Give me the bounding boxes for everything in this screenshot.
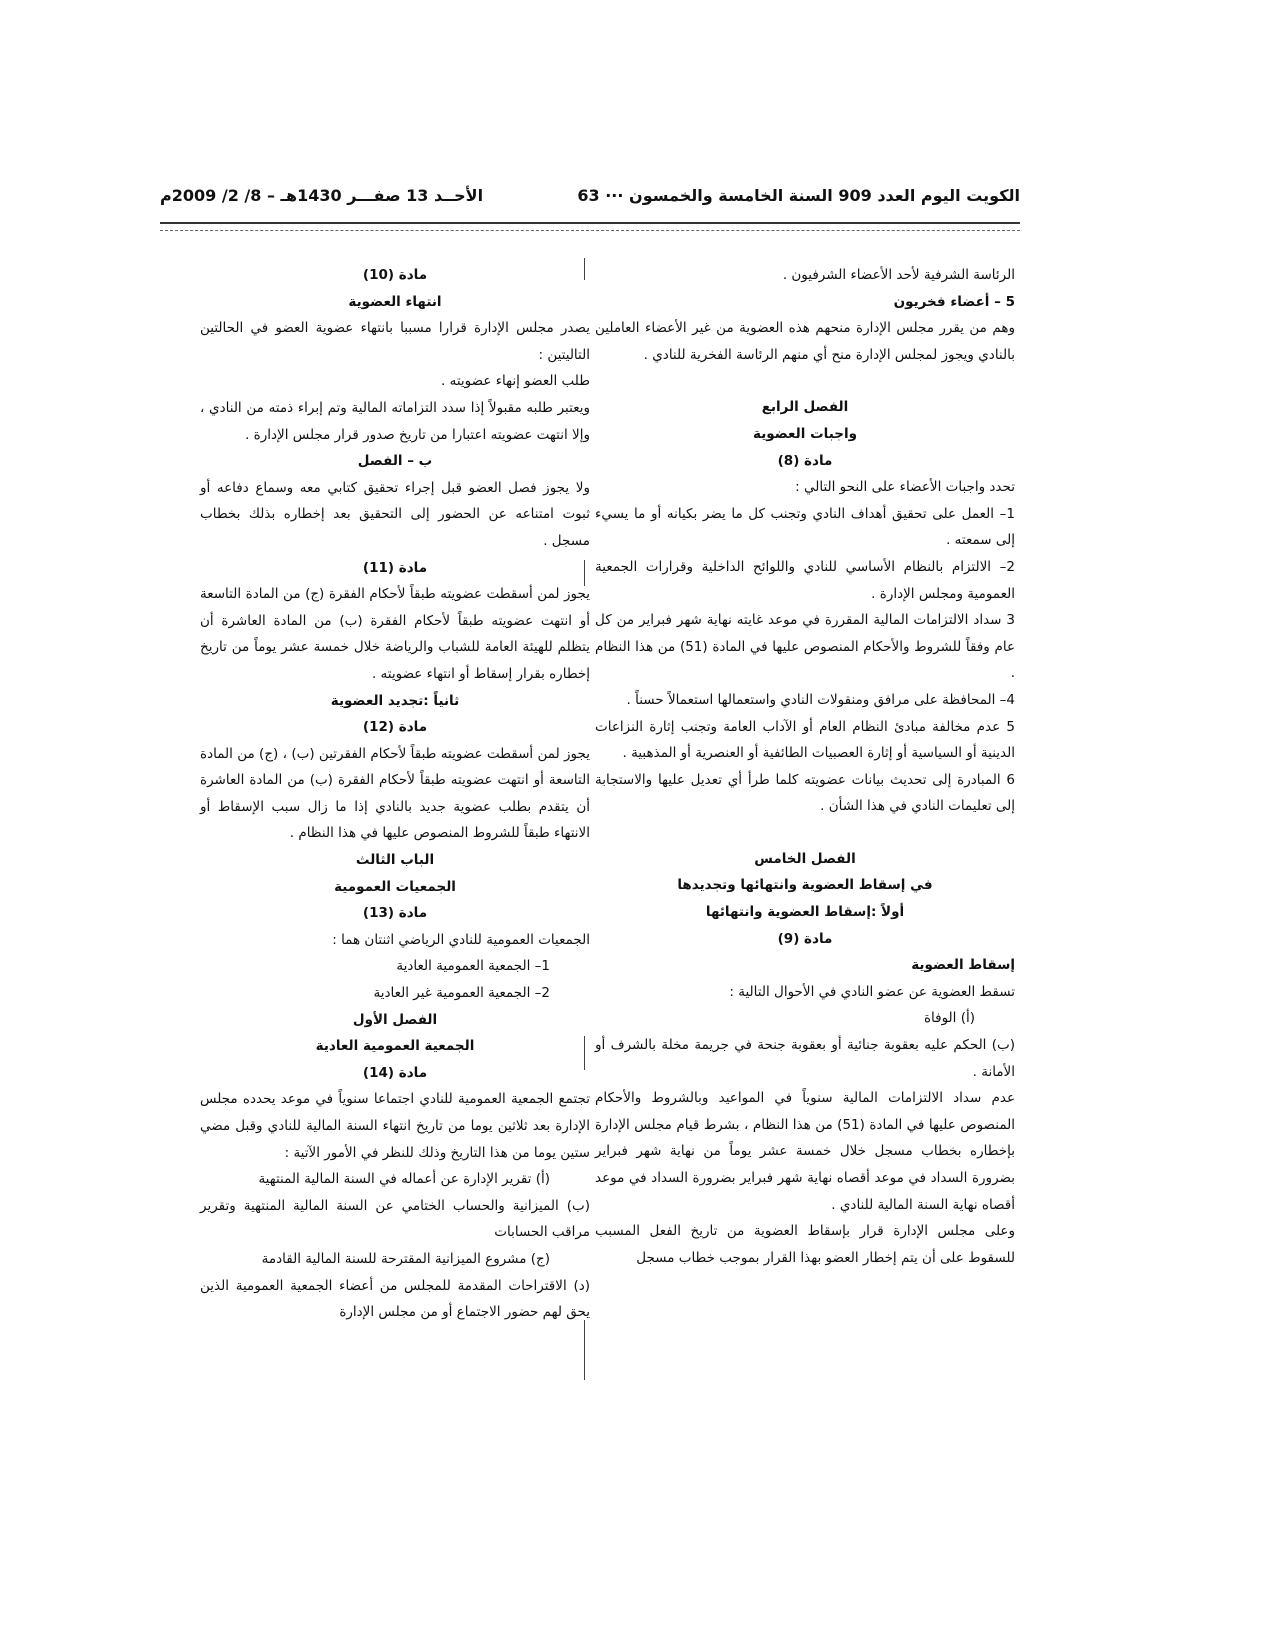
paragraph: الجمعيات العمومية للنادي الرياضي اثنتان هما : xyxy=(332,931,590,948)
paragraph: 5 عدم مخالفة مبادئ النظام العام أو الآداب العامة وتجنب إثارة النزاعات الدينية أو السياسية أو إثارة العصبيات الطائفية أو العنصرية أو المذهبية . xyxy=(595,718,1015,762)
spacer xyxy=(595,368,1015,394)
section-heading: مادة (14) xyxy=(362,1064,428,1081)
column-divider xyxy=(584,1320,585,1380)
column-divider xyxy=(584,560,585,586)
left-column xyxy=(200,262,590,1326)
paragraph: تجتمع الجمعية العمومية للنادي اجتماعا سنوياً في موعد يحدده مجلس الإدارة بعد ثلاثين يوما من تاريخ انتهاء السنة المالية للنادي وقبل مضي ستين يوما من هذا التاريخ وذلك للنظر في الأمور الآتية : xyxy=(200,1091,590,1161)
paragraph: عدم سداد الالتزامات المالية سنوياً في المواعيد وبالشروط والأحكام المنصوص عليها في المادة (51) من هذا النظام ، بشرط قيام مجلس الإدارة بإخطاره بخطاب مسجل خلال خمسة عشر يوماً من نهاية شهر فبراير بضرورة السداد في موعد أقصاه نهاية شهر فبراير بضرورة السداد في موعد أقصاه نهاية السنة المالية للنادي . xyxy=(595,1090,1015,1213)
paragraph: ويعتبر طلبه مقبولاً إذا سدد التزاماته المالية وتم إبراء ذمته من النادي ، وإلا انتهت عضويته اعتبارا من تاريخ صدور قرار مجلس الإدارة . xyxy=(200,399,590,443)
section-heading: الباب الثالث xyxy=(355,852,435,869)
header-issue-info: الكويت اليوم العدد 909 السنة الخامسة والخمسون ··· 63 xyxy=(577,186,1020,205)
paragraph: 1– العمل على تحقيق أهداف النادي وتجنب كل ما يضر بكيانه أو ما يسيء إلى سمعته . xyxy=(595,505,1015,549)
section-heading: الجمعية العمومية العادية xyxy=(315,1038,475,1055)
paragraph: الرئاسة الشرفية لأحد الأعضاء الشرفيون . xyxy=(782,267,1015,283)
paragraph: تسقط العضوية عن عضو النادي في الأحوال التالية : xyxy=(729,983,1015,1000)
paragraph: ولا يجوز فصل العضو قبل إجراء تحقيق كتابي معه وسماع دفاعه أو ثبوت امتناعه عن الحضور إلى التحقيق بعد إخطاره بذلك بخطاب مسجل . xyxy=(200,479,590,549)
section-heading: مادة (10) xyxy=(362,267,428,283)
paragraph: 2– الالتزام بالنظام الأساسي للنادي واللوائح الداخلية وقرارات الجمعية العمومية ومجلس الإدارة . xyxy=(595,558,1015,602)
section-heading: ب – الفصل xyxy=(357,453,433,470)
paragraph: وعلى مجلس الإدارة قرار بإسقاط العضوية من تاريخ الفعل المسبب للسقوط على أن يتم إخطار العضو بهذا القرار بموجب خطاب مسجل xyxy=(595,1223,1015,1266)
paragraph: (ب) الحكم عليه بعقوبة جنائية أو بعقوبة جنحة في جريمة مخلة بالشرف أو الأمانة . xyxy=(595,1037,1015,1080)
section-heading: انتهاء العضوية xyxy=(348,293,442,310)
section-heading: الفصل الخامس xyxy=(754,850,856,867)
right-column xyxy=(595,262,1015,1271)
column-divider xyxy=(584,258,585,280)
section-heading: مادة (9) xyxy=(777,930,833,947)
paragraph: يجوز لمن أسقطت عضويته طبقاً لأحكام الفقرة (ج) من المادة التاسعة أو انتهت عضويته طبقاً لأحكام الفقرة (ب) من المادة العاشرة أن يتظلم للهيئة العامة للشباب والرياضة خلال خمسة عشر يوماً من تاريخ إخطاره بقرار إسقاط أو انتهاء عضويته . xyxy=(200,586,590,682)
section-heading: مادة (12) xyxy=(362,719,428,736)
paragraph: وهم من يقرر مجلس الإدارة منحهم هذه العضوية من غير الأعضاء العاملين بالنادي ويجوز لمجلس الإدارة منح أي منهم الرئاسة الفخرية للنادي . xyxy=(595,320,1015,363)
paragraph: (د) الاقتراحات المقدمة للمجلس من أعضاء الجمعية العمومية الذين يحق لهم حضور الاجتماع أو من مجلس الإدارة xyxy=(200,1277,590,1321)
paragraph: يجوز لمن أسقطت عضويته طبقاً لأحكام الفقرتين (ب) ، (ج) من المادة التاسعة أو انتهت عضويته طبقاً لأحكام الفقرة (ب) من المادة العاشرة أن يتقدم بطلب عضوية جديد بالنادي إذا ما زال سبب الإسقاط أو الانتهاء طبقاً للشروط المنصوص عليها في هذا النظام . xyxy=(200,745,590,842)
paragraph: 6 المبادرة إلى تحديث بيانات عضويته كلما طرأ أي تعديل عليها والاستجابة إلى تعليمات النادي في هذا الشأن . xyxy=(595,771,1015,815)
section-heading: أولاً :إسقاط العضوية وانتهائها xyxy=(705,904,905,921)
list-item: (ج) مشروع الميزانية المقترحة للسنة المالية القادمة xyxy=(261,1250,550,1267)
list-item: 2– الجمعية العمومية غير العادية xyxy=(373,985,550,1002)
section-heading: في إسقاط العضوية وانتهائها وتجديدها xyxy=(677,877,933,894)
list-item: 1– الجمعية العمومية العادية xyxy=(396,958,550,975)
section-heading: الفصل الرابع xyxy=(761,399,849,416)
paragraph: 3 سداد الالتزامات المالية المقررة في موعد غايته نهاية شهر فبراير من كل عام وفقاً للشروط والأحكام المنصوص عليها في المادة (51) من هذا النظام . xyxy=(595,612,1015,682)
section-heading: واجبات العضوية xyxy=(753,425,857,442)
section-heading: الفصل الأول xyxy=(352,1011,438,1028)
paragraph: (ب) الميزانية والحساب الختامي عن السنة المالية المنتهية وتقرير مراقب الحسابات xyxy=(200,1197,590,1241)
column-divider xyxy=(584,1036,585,1070)
subheading: إسقاط العضوية xyxy=(911,957,1015,974)
paragraph: تحدد واجبات الأعضاء على النحو التالي : xyxy=(795,479,1015,496)
header-dashed-rule xyxy=(160,230,1020,231)
spacer xyxy=(595,820,1015,846)
section-heading: الجمعيات العمومية xyxy=(334,878,456,895)
list-item: (أ) الوفاة xyxy=(923,1010,975,1027)
list-item: (أ) تقرير الإدارة عن أعماله في السنة المالية المنتهية xyxy=(258,1171,550,1188)
section-heading: مادة (13) xyxy=(362,905,428,922)
section-heading: ثانياً :تجديد العضوية xyxy=(330,692,460,709)
section-heading: مادة (8) xyxy=(777,452,833,469)
header-rule xyxy=(160,222,1020,224)
paragraph: 4– المحافظة على مرافق ومنقولات النادي واستعمالها استعمالاً حسناً . xyxy=(626,691,1015,708)
header-date: الأحــد 13 صفـــر 1430هـ – 8/ 2/ 2009م xyxy=(160,186,484,205)
paragraph: طلب العضو إنهاء عضويته . xyxy=(441,373,590,390)
subheading: 5 – أعضاء فخريون xyxy=(893,293,1015,310)
section-heading: مادة (11) xyxy=(362,559,428,576)
paragraph: يصدر مجلس الإدارة قرارا مسببا بانتهاء عضوية العضو في الحالتين التاليتين : xyxy=(200,320,590,363)
